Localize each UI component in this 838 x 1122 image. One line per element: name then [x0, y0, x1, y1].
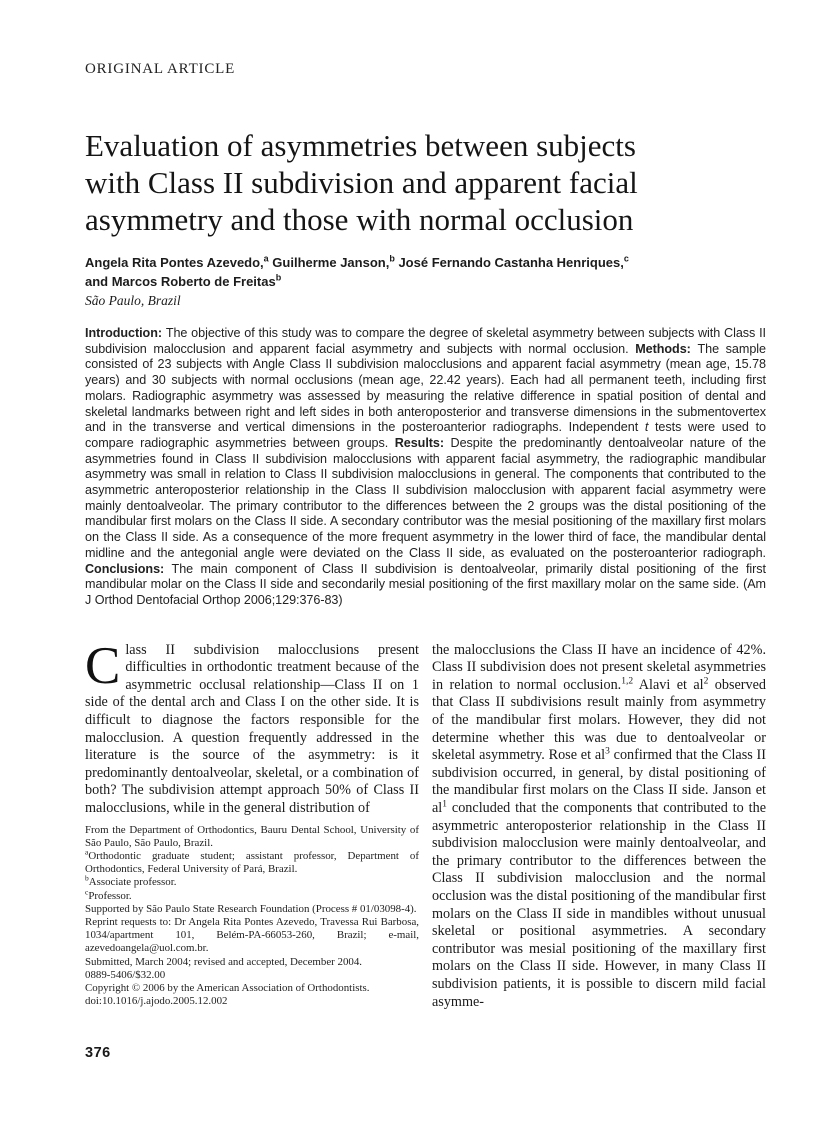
- drop-cap: C: [85, 636, 121, 695]
- footnote-item: From the Department of Orthodontics, Bauru Dental School, University of São Paulo, São Paulo, Brazil.: [85, 823, 419, 849]
- footnote-item: $^a$Orthodontic graduate student; assistant professor, Department of Orthodontics, Federal University of Pará, Brazil.: [85, 847, 419, 876]
- page-number: 376: [85, 1045, 111, 1061]
- author-line-2: and Marcos Roberto de Freitas$^b$: [85, 272, 282, 289]
- title-line-2: with Class II subdivision and apparent facial: [85, 165, 638, 200]
- footnote-item: Supported by São Paulo State Research Foundation (Process # 01/03098-4).: [85, 902, 417, 915]
- intro-paragraph: [85, 636, 419, 818]
- author-line-1: Angela Rita Pontes Azevedo,$^a$ Guilherme Janson,$^b$ José Fernando Castanha Henriques,$^c$: [85, 253, 629, 270]
- footnote-item: $^c$Professor.: [85, 886, 132, 902]
- authors-block: [85, 253, 766, 291]
- article-title: [85, 127, 766, 238]
- title-line-3: asymmetry and those with normal occlusion: [85, 202, 634, 237]
- footnote-item: 0889-5406/$32.00: [85, 968, 166, 981]
- footnotes-block: [85, 824, 419, 1009]
- footnote-item: Copyright © 2006 by the American Association of Orthodontists.: [85, 982, 370, 995]
- title-line-1: Evaluation of asymmetries between subjects: [85, 128, 636, 163]
- right-column: [432, 642, 766, 1011]
- footnote-item: Submitted, March 2004; revised and accepted, December 2004.: [85, 955, 363, 968]
- footnote-item: $^b$Associate professor.: [85, 873, 177, 889]
- article-type-kicker: ORIGINAL ARTICLE: [85, 61, 236, 77]
- body-columns: [85, 636, 767, 1011]
- abstract: Introduction: The objective of this study was to compare the degree of skeletal asymmetry between subjects with Class II subdivision malocclusion and apparent facial asymmetry and subjects with normal occlusion. Methods: The sample consisted of 23 subjects with Angle Class II subdivision malocclusions and apparent facial asymmetry (mean age, 15.78 years) and 30 subjects with normal occlusions (mean age, 22.42 years). Each had all permanent teeth, including first molars. Radiographic asymmetry was assessed by measuring the relative difference in spatial position of dental and skeletal landmarks between right and left sides in both anteroposterior and transverse dimensions in the submentovertex and in the transverse and vertical dimensions in the posteroanterior radiographs. Independent t tests were used to compare radiographic asymmetries between groups. Results: Despite the predominantly dentoalveolar nature of the asymmetries found in Class II subdivision malocclusions with apparent facial asymmetry, the radiographic mandibular asymmetry was small in relation to Class II subdivision malocclusions in general. The components that contributed to the asymmetric anteroposterior relationship in the Class II subdivision malocclusion with apparent facial asymmetry were mainly dentoalveolar. The primary contributor to the differences between the 2 groups was the distal positioning of the mandibular first molars on the Class II side. A secondary contributor was the mesial positioning of the maxillary first molars on the Class II side. As a consequence of the more frequent asymmetry in the lower third of face, the mandibular dental midline and the antegonial angle were deviated on the Class II side, as evaluated on the posteroanterior radiograph. Conclusions: The main component of Class II subdivision is dentoalveolar, primarily distal positioning of the first mandibular molar on the Class II side and secondarily mesial positioning of the first maxillary molar on the same side. (Am J Orthod Dentofacial Orthop 2006;129:376-83): [85, 326, 766, 607]
- intro-paragraph-text: lass II subdivision malocclusions present difficulties in orthodontic treatment because of the asymmetric occlusal relationship—Class II on 1 side of the dental arch and Class I on the other side. It is difficult to diagnose the factors responsible for the malocclusion. A question frequently addressed in the literature is the source of the asymmetry: is it predominantly dentoalveolar, skeletal, or a combination of both? The subdivision attempt approach 50% of Class II malocclusions, while in the general distribution of: [85, 641, 419, 816]
- footnote-item: doi:10.1016/j.ajodo.2005.12.002: [85, 995, 228, 1008]
- left-column: [85, 636, 419, 1011]
- affiliation: São Paulo, Brazil: [85, 293, 181, 308]
- footnote-item: Reprint requests to: Dr Angela Rita Pontes Azevedo, Travessa Rui Barbosa, 1034/apartment 101, Belém-PA-66053-260, Brazil; e-mail, azevedoangela@uol.com.br.: [85, 916, 419, 955]
- body-paragraph-right: the malocclusions the Class II have an incidence of 42%. Class II subdivision does not present skeletal asymmetries in relation to normal occlusion.$^{1,2}$ Alavi et $al^2$ observed that Class II subdivisions result mainly from asymmetry of the mandibular first molars. However, they did not determine whether this was due to dentoalveolar or skeletal asymmetry. Rose et $al^3$ confirmed that the Class II subdivision occurred, in general, by distal positioning of the mandibular first molars on the Class II side. Janson et $al^1$ concluded that the components that contributed to the asymmetric anteroposterior relationship in the Class II subdivision malocclusion were mainly dentoalveolar, and the primary contributor to the differences between the Class II subdivision malocclusion and the normal occlusion was the distal positioning of the mandibular first molars on the Class II side in mandibles without unusual skeletal or positional asymmetries. A secondary contributor was mesial positioning of the maxillary first molars on the Class II side. However, in many Class II subdivision patients, it is possible to discern mild facial asymme-: [432, 641, 767, 1010]
